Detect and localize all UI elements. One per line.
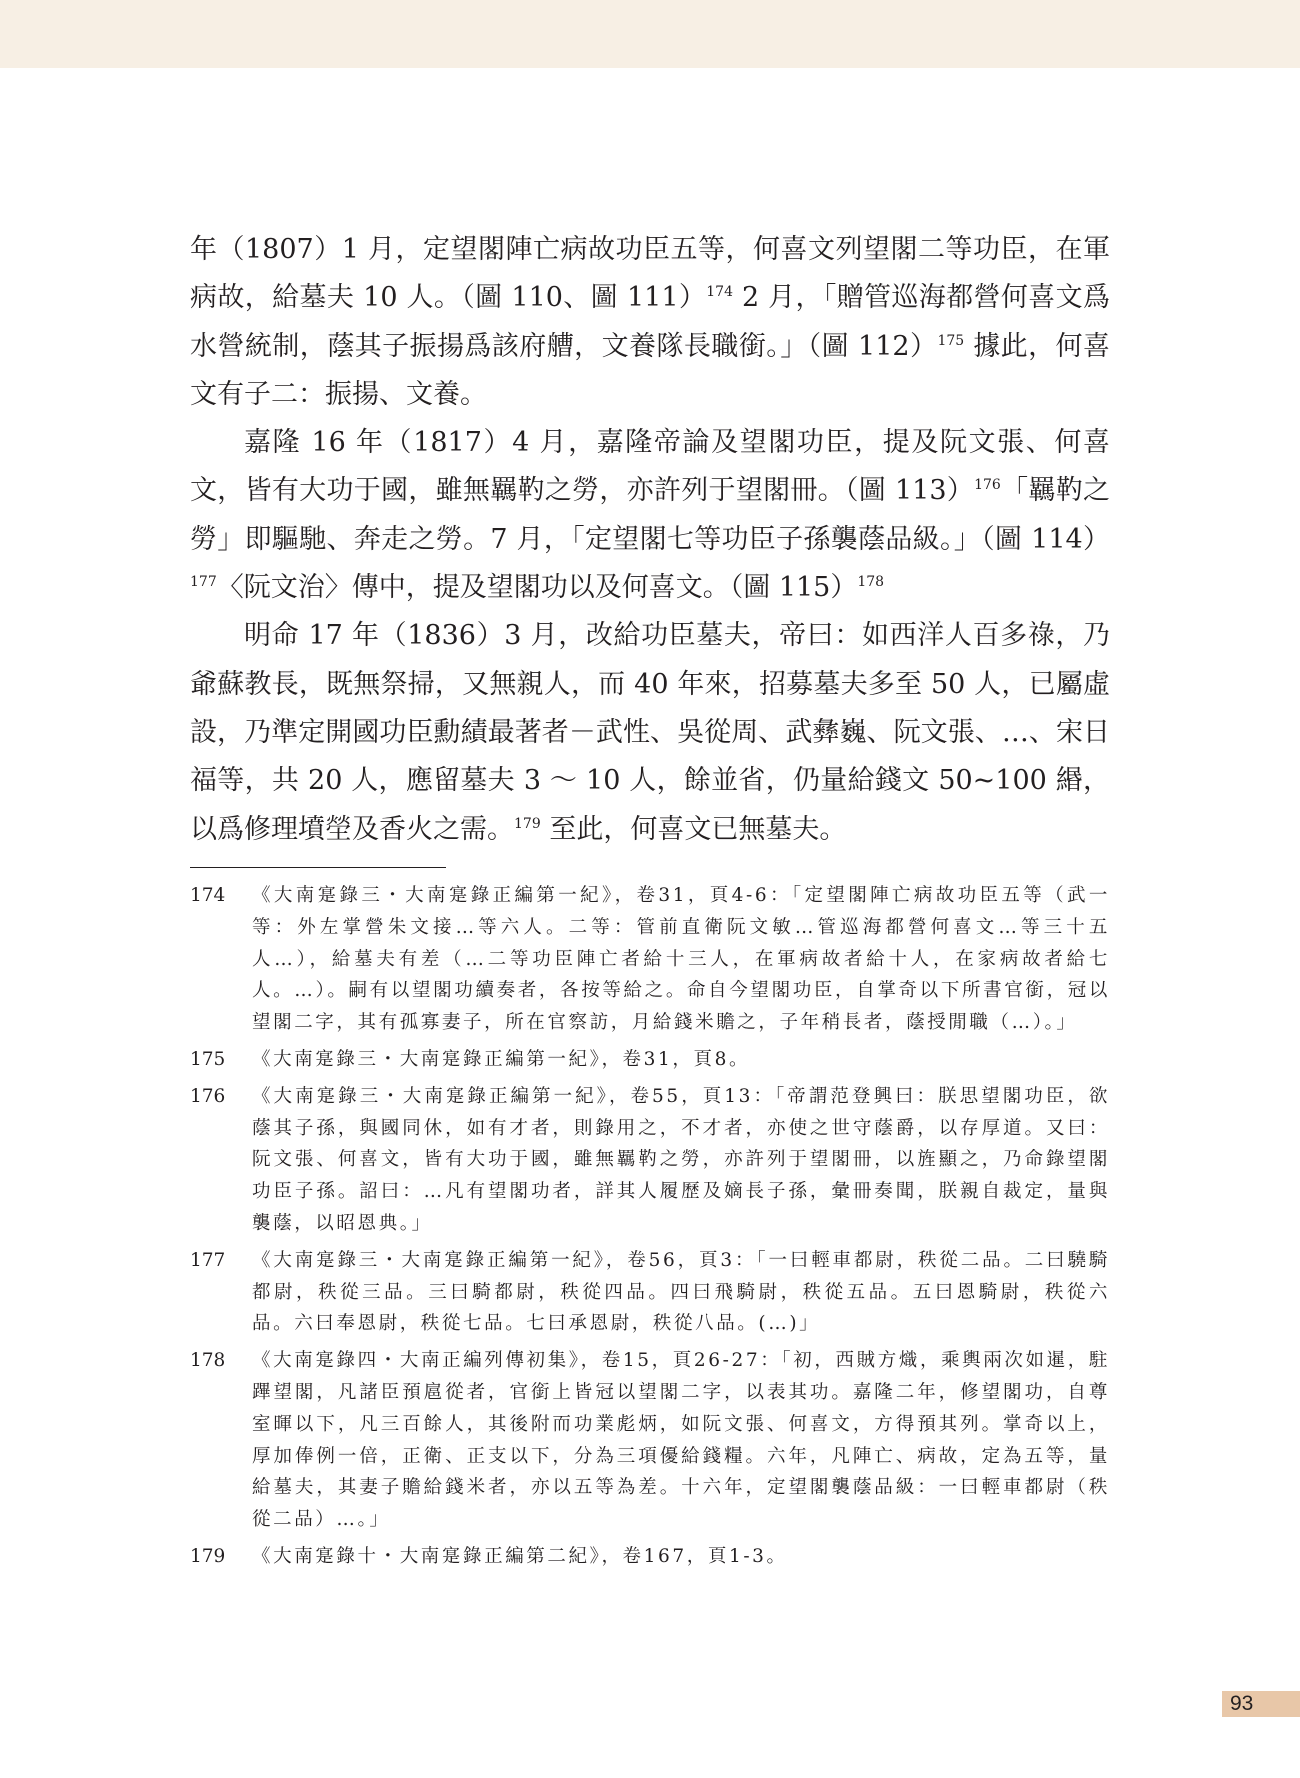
footnote-ref[interactable]: 178 <box>857 574 885 591</box>
paragraph-text: 2 月，「贈管巡海都營何喜文爲水營統制，蔭其子振揚爲該府艚，文養隊長職銜。」（圖 112） <box>190 282 1111 362</box>
footnote-text: 《大南寔錄三・大南寔錄正編第一紀》，卷31，頁4-6：「定望閣陣亡病故功臣五等（武一等：外左掌營朱文接…等六人。二等：管前直衛阮文敏…管巡海都營何喜文…等三十五人…），給墓夫有差（…二等功臣陣亡者給十三人，在軍病故者給十人，在家病故者給七人。…）。嗣有以望閣功續奏者，各按等給之。命自今望閣功臣，自掌奇以下所書官銜，冠以望閣二字，其有孤寡妻子，所在官察訪，月給錢米贍之，子年稍長者，蔭授閒職（…）。」 <box>252 885 1110 1034</box>
header-band <box>0 0 1300 68</box>
footnote-item <box>190 1245 1110 1340</box>
footnote-ref[interactable]: 175 <box>937 332 965 349</box>
footnote-ref[interactable]: 179 <box>514 815 541 832</box>
main-text <box>190 226 1110 854</box>
footnote-item <box>190 1081 1110 1240</box>
footnote-number: 176 <box>190 1085 226 1107</box>
footnote-text: 《大南寔錄三・大南寔錄正編第一紀》，卷55，頁13：「帝謂范登興曰：朕思望閣功臣，欲蔭其子孫，與國同休，如有才者，則錄用之，不才者，亦使之世守蔭爵，以存厚道。又曰：阮文張、何喜文，皆有大功于國，雖無羈靮之勞，亦許列于望閣冊，以旌顯之，乃命錄望閣功臣子孫。詔曰：…凡有望閣功者，詳其人履歷及嫡長子孫，彙冊奏聞，朕親自裁定，量與襲蔭，以昭恩典。」 <box>252 1085 1110 1234</box>
paragraph-1 <box>190 226 1110 419</box>
footnote-ref[interactable]: 176 <box>974 477 1001 494</box>
footnotes <box>190 880 1110 1578</box>
paragraph-text: 「羈靮之勞」即驅馳、奔走之勞。7 月，「定望閣七等功臣子孫襲蔭品級。」（圖 114） <box>190 475 1110 555</box>
footnote-item <box>190 1345 1110 1536</box>
paragraph-text: 嘉隆 16 年（1817）4 月，嘉隆帝論及望閣功臣，提及阮文張、何喜文，皆有大功于國，雖無羈靮之勞，亦許列于望閣冊。（圖 113） <box>190 427 1110 507</box>
footnote-item <box>190 880 1110 1039</box>
footnote-item <box>190 1541 1110 1573</box>
footnote-text: 《大南寔錄四・大南正編列傳初集》，卷15，頁26-27：「初，西賊方熾，乘輿兩次如暹，駐蹕望閣，凡諸臣預扈從者，官銜上皆冠以望閣二字，以表其功。嘉隆二年，修望閣功，自尊室暉以下，凡三百餘人，其後附而功業彪炳，如阮文張、何喜文，方得預其列。掌奇以上，厚加俸例一倍，正衛、正支以下，分為三項優給錢糧。六年，凡陣亡、病故，定為五等，量給墓夫，其妻子贍給錢米者，亦以五等為差。十六年，定望閣襲蔭品級：一曰輕車都尉（秩從二品）…。」 <box>252 1350 1110 1531</box>
paragraph-text: 至此，何喜文已無墓夫。 <box>540 813 847 845</box>
footnote-text: 《大南寔錄三・大南寔錄正編第一紀》，卷31，頁8。 <box>252 1048 751 1070</box>
footnote-number: 179 <box>190 1545 226 1567</box>
footnote-item <box>190 1044 1110 1076</box>
footnote-number: 178 <box>190 1350 226 1372</box>
footnote-number: 177 <box>190 1249 226 1271</box>
footnote-number: 174 <box>190 885 226 906</box>
footnote-text: 《大南寔錄三・大南寔錄正編第一紀》，卷56，頁3：「一曰輕車都尉，秩從二品。二曰驍騎都尉，秩從三品。三曰騎都尉，秩從四品。四曰飛騎尉，秩從五品。五曰恩騎尉，秩從六品。六曰奉恩尉，秩從七品。七曰承恩尉，秩從八品。(…)」 <box>252 1249 1110 1335</box>
page-number: 93 <box>1230 1692 1254 1715</box>
paragraph-text: 〈阮文治〉傳中，提及望閣功以及何喜文。（圖 115） <box>216 572 858 604</box>
footnote-ref[interactable]: 174 <box>706 284 733 301</box>
paragraph-text: 據此，何喜文有子二：振揚、文養。 <box>190 330 1110 410</box>
footnote-text: 《大南寔錄十・大南寔錄正編第二紀》，卷167，頁1-3。 <box>252 1545 788 1567</box>
paragraph-text: 年（1807）1 月，定望閣陣亡病故功臣五等，何喜文列望閣二等功臣，在軍病故，給墓夫 10 人。（圖 110、圖 111） <box>190 234 1110 314</box>
paragraph-2 <box>190 419 1110 612</box>
footnote-ref[interactable]: 177 <box>190 574 217 591</box>
footnote-divider <box>190 867 446 868</box>
paragraph-text: 明命 17 年（1836）3 月，改給功臣墓夫，帝曰：如西洋人百多祿，乃爺蘇教長，既無祭掃，又無親人，而 40 年來，招募墓夫多至 50 人，已屬虛設，乃準定開國功臣勳績最著者－武性、吳從周、武彝巍、阮文張、…、宋日福等，共 20 人，應留墓夫 3 ～ 10 人，餘並省，仍量給錢文 50~100 緡，以爲修理墳塋及香火之需。 <box>190 620 1110 845</box>
paragraph-3 <box>190 612 1110 853</box>
footnote-number: 175 <box>190 1048 226 1070</box>
